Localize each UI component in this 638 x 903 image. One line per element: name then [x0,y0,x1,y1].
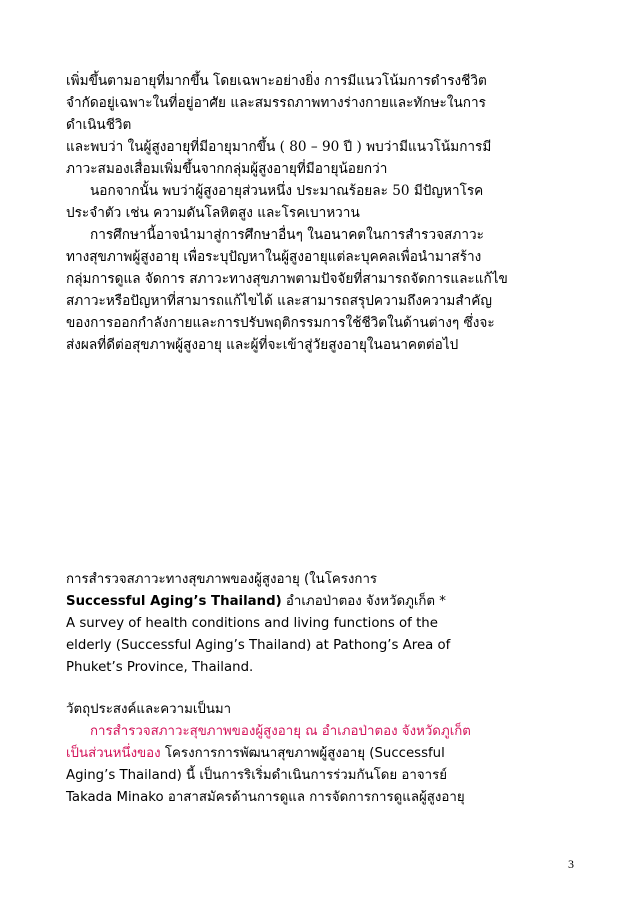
text-line: ส่งผลที่ดีต่อสุขภาพผู้สูงอายุ และผู้ที่จะเข้าสู่วัยสูงอายุในอนาคตต่อไป [66,337,459,353]
highlighted-text: เป็นส่วนหนึ่งของ [66,746,161,761]
text-line: สภาวะหรือปัญหาที่สามารถแก้ไขได้ และสามารถสรุปความถึงความสำคัญ [66,293,492,309]
article-subtitle-line: elderly (Successful Aging’s Thailand) at Pathong’s Area of [66,638,451,653]
text-line: และพบว่า ในผู้สูงอายุที่มีอายุมากขึ้น ( 80 – 90 ปี ) พบว่ามีแนวโน้มการมี [66,139,492,155]
highlighted-text: การสำรวจสภาวะสุขภาพของผู้สูงอายุ ณ อำเภอป่าตอง จังหวัดภูเก็ต [90,724,471,739]
text-line: นอกจากนั้น พบว่าผู้สูงอายุส่วนหนึ่ง ประมาณร้อยละ 50 มีปัญหาโรค [90,183,484,199]
article-title-location: อำเภอป่าตอง จังหวัดภูเก็ต * [281,594,446,609]
body-line: Takada Minako อาสาสมัครด้านการดูแล การจัดการการดูแลผู้สูงอายุ [66,790,465,805]
article-subtitle-line: A survey of health conditions and living functions of the [66,616,438,631]
spacer [66,679,596,699]
intro-text [66,70,596,356]
page-number: 3 [568,857,574,871]
article-title-english: Successful Aging’s Thailand) [66,594,282,609]
text-line: ทางสุขภาพผู้สูงอายุ เพื่อระบุปัญหาในผู้สูงอายุแต่ละบุคคลเพื่อนำมาสร้าง [66,249,482,265]
article-title-thai: การสำรวจสภาวะทางสุขภาพของผู้สูงอายุ (ในโครงการ [66,572,378,587]
article-subtitle-line: Phuket’s Province, Thailand. [66,660,254,675]
text-line: ดำเนินชีวิต [66,117,132,133]
section-heading: วัตถุประสงค์และความเป็นมา [66,702,232,717]
text-line: กลุ่มการดูแล จัดการ สภาวะทางสุขภาพตามปัจจัยที่สามารถจัดการและแก้ไข [66,271,508,287]
text-line: เพิ่มขึ้นตามอายุที่มากขึ้น โดยเฉพาะอย่างยิ่ง การมีแนวโน้มการดำรงชีวิต [66,73,487,89]
article-section [66,569,596,809]
body-text: โครงการการพัฒนาสุขภาพผู้สูงอายุ (Successful [160,746,445,761]
text-line: ภาวะสมองเสื่อมเพิ่มขึ้นจากกลุ่มผู้สูงอายุที่มีอายุน้อยกว่า [66,161,388,177]
text-line: จำกัดอยู่เฉพาะในที่อยู่อาศัย และสมรรถภาพทางร่างกายและทักษะในการ [66,95,486,111]
text-line: ของการออกกำลังกายและการปรับพฤติกรรมการใช้ชีวิตในด้านต่างๆ ซึ่งจะ [66,315,495,331]
body-line: Aging’s Thailand) นี้ เป็นการริเริ่มดำเนินการร่วมกันโดย อาจารย์ [66,768,448,783]
article-title-line [66,591,596,613]
text-line: การศึกษานี้อาจนำมาสู่การศึกษาอื่นๆ ในอนาคตในการสำรวจสภาวะ [90,227,484,243]
body-line [66,743,596,765]
text-line: ประจำตัว เช่น ความดันโลหิตสูง และโรคเบาหวาน [66,205,360,221]
